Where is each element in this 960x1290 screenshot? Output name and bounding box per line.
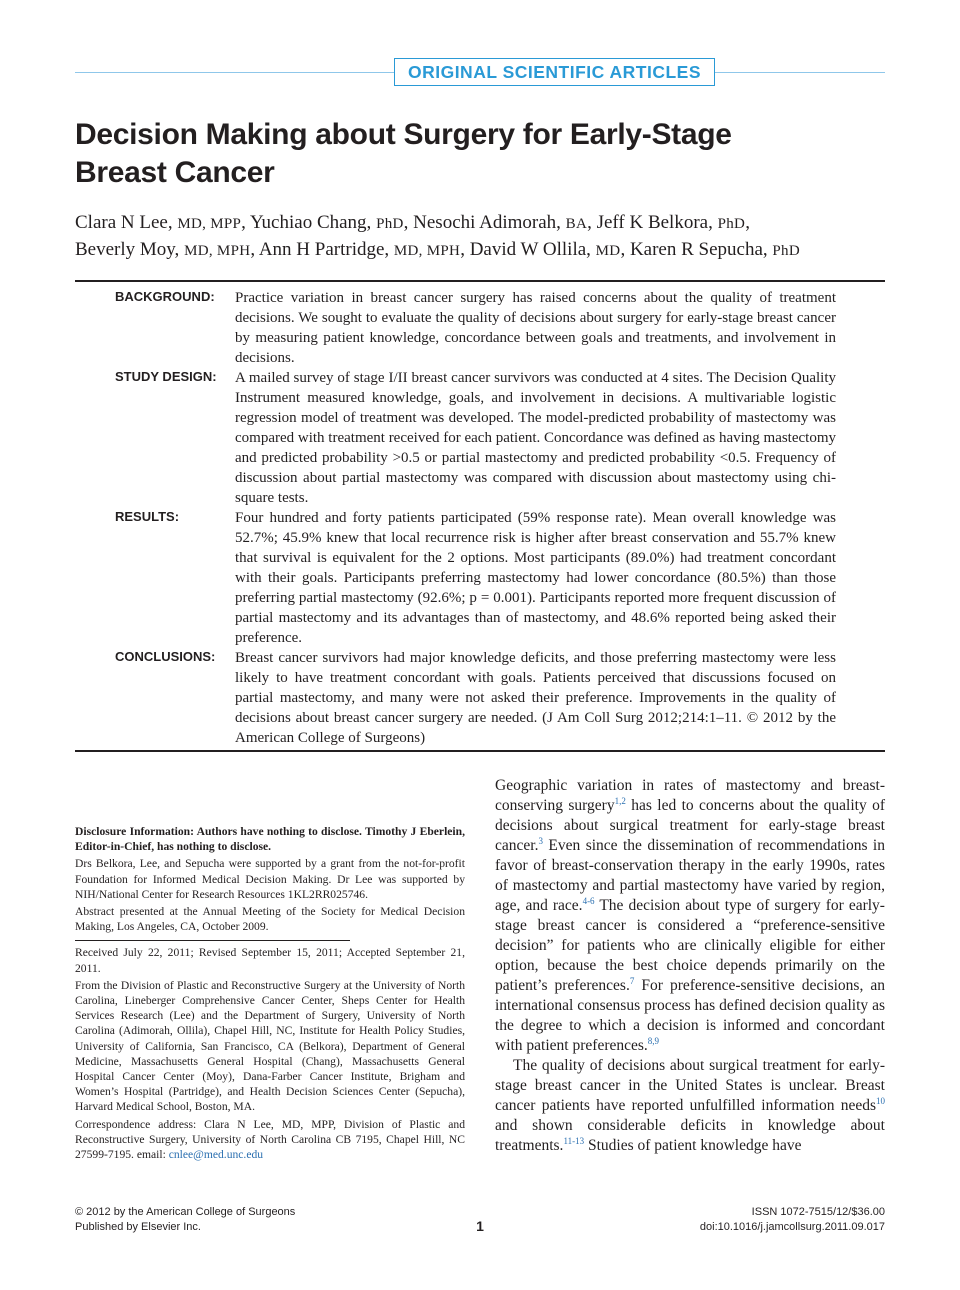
author-name: Clara N Lee, (75, 212, 173, 233)
footer-right (700, 1205, 885, 1235)
body-paragraph-1 (495, 776, 885, 1056)
article-title (75, 116, 875, 192)
author-name: Yuchiao Chang, (249, 212, 372, 233)
author-line-2: Beverly Moy, MD, MPH, Ann H Partridge, MD, MPH, David W Ollila, MD, Karen R Sepucha, PhD (75, 239, 800, 260)
author-degree: MD, MPH (393, 243, 461, 259)
abstract-text: Breast cancer survivors had major knowledge deficits, and those preferring mastectomy were less likely to have treatment concordant with goals. Patients perceived that discussions focused on partial mastectomy, and many were not asked their preference. Improvements in the quality of decisions about breast cancer surgery are needed. (J Am Coll Surg 2012;214:1–11. © 2012 by the American College of Surgeons) (235, 650, 836, 746)
citation-ref[interactable]: 8,9 (647, 1035, 660, 1046)
received-dates: Received July 22, 2011; Revised September 15, 2011; Accepted September 21, 2011. (75, 946, 465, 975)
publisher: Published by Elsevier Inc. (75, 1221, 201, 1233)
copyright: © 2012 by the American College of Surgeons (75, 1206, 296, 1218)
correspondence: Correspondence address: Clara N Lee, MD, MPP, Division of Plastic and Reconstructive Surgery, University of North Carolina CB 7195, Chapel Hill, NC 27599-7195. email: cnlee@med.unc.edu (75, 1117, 465, 1162)
title-line-2: Breast Cancer (75, 156, 275, 189)
abstract-heading: RESULTS: (115, 509, 180, 524)
body-text: has led to concerns about the quality of decisions about surgical treatment for early-stage breast cancer. (495, 797, 885, 854)
author-degree: MD (595, 243, 621, 259)
body-text: The decision about type of surgery for early-stage breast cancer is considered a “preference-sensitive decision” for patients who are clinically eligible for either option, because the best choice depends primarily on the patient’s preferences. (495, 897, 885, 994)
body-text: Geographic variation in rates of mastectomy and breast-conserving surgery (495, 777, 885, 814)
body-text: Even since the dissemination of recommendations in favor of breast-conservation therapy in the early 1990s, rates of mastectomy and partial mastectomy have varied by region, age, and race. (495, 837, 885, 914)
body-text: Studies of patient knowledge have (584, 1137, 802, 1154)
author-name: Karen R Sepucha, (629, 239, 768, 260)
citation-ref[interactable]: 3 (538, 835, 543, 846)
abstract-heading: STUDY DESIGN: (115, 369, 217, 384)
body-text: and shown considerable deficits in knowledge about treatments. (495, 1117, 885, 1154)
abstract-text: A mailed survey of stage I/II breast cancer survivors was conducted at 4 sites. The Decision Quality Instrument measured knowledge, goals, and involvement in decisions. A multivariable logistic regression model of treatment was developed. The model-predicted probability of mastectomy was compared with treatment received for each patient. Concordance was defined as having mastectomy and predicted probability >0.5 or partial mastectomy and predicted probability <0.5. Frequency of discussion about partial mastectomy was compared with discussion about mastectomy using chi-square tests. (235, 370, 837, 506)
article-body (495, 776, 885, 1156)
section-header (75, 58, 885, 86)
citation-ref[interactable]: 1,2 (614, 795, 626, 806)
author-name: Beverly Moy, (75, 239, 180, 260)
author-degree: MD, MPP (177, 216, 242, 232)
citation-ref[interactable]: 4-6 (582, 895, 595, 906)
affiliations: From the Division of Plastic and Reconstructive Surgery at the University of North Carolina, Lineberger Comprehensive Cancer Center, Sheps Center for Health Services Research (Lee) and the Department of Surgery, University of North Carolina (Adimorah, Ollila), Chapel Hill, NC, Institute for Health Policy Studies, University of California, San Francisco, CA (Belkora), Department of General Medicine, Massachusetts General Hospital (Chang), Massachusetts General Hospital Cancer Center (Moy), Dana-Farber Cancer Institute, Brigham and Women’s Hospital (Partridge), and Health Decision Sciences Center (Sepucha), Harvard Medical School, Boston, MA. (75, 978, 465, 1114)
body-paragraph-2 (495, 1056, 885, 1156)
author-degree: BA (565, 216, 588, 232)
page-number: 1 (476, 1218, 484, 1234)
author-list (75, 210, 885, 264)
author-name: Jeff K Belkora, (596, 212, 713, 233)
doi: doi:10.1016/j.jamcollsurg.2011.09.017 (699, 1221, 885, 1233)
author-name: Nesochi Adimorah, (413, 212, 561, 233)
abstract-text: Four hundred and forty patients participated (59% response rate). Mean overall knowledge was 52.7%; 45.9% knew that local recurrence risk is higher after breast conservation and 55.7% knew that survival is equivalent for the 2 options. Most participants (89.0%) had treatment concordant with their goals. Participants preferring mastectomy had lower concordance (80.5%) than those preferring partial mastectomy (92.6%; p = 0.001). Participants reported more frequent discussion of partial mastectomy and its advantages than of mastectomy, and 48.6% reported being asked their preference. (235, 510, 836, 646)
section-label-box (394, 58, 715, 86)
notes-divider (75, 940, 350, 941)
author-degree: PhD (717, 216, 746, 232)
citation-ref[interactable]: 10 (876, 1095, 885, 1106)
citation-ref[interactable]: 11-13 (563, 1135, 585, 1146)
presentation-note: Abstract presented at the Annual Meeting of the Society for Medical Decision Making, Los Angeles, CA, October 2009. (75, 905, 465, 934)
abstract (75, 280, 885, 752)
disclosure-note: Disclosure Information: Authors have nothing to disclose. Timothy J Eberlein, Editor-in-Chief, has nothing to disclose. (75, 825, 465, 854)
issn: ISSN 1072-7515/12/$36.00 (751, 1206, 885, 1218)
footer-left (75, 1205, 295, 1235)
email-link[interactable]: cnlee@med.unc.edu (168, 1148, 264, 1162)
author-name: David W Ollila, (469, 239, 591, 260)
funding-note: Drs Belkora, Lee, and Sepucha were supported by a grant from the not-for-profit Foundation for Informed Medical Decision Making. Dr Lee was supported by NIH/National Center for Research Resources 1KL2RR025746. (75, 857, 465, 901)
article-notes (75, 824, 465, 1164)
abstract-heading: CONCLUSIONS: (115, 649, 216, 664)
author-degree: PhD (772, 243, 800, 259)
author-degree: PhD (376, 216, 404, 232)
abstract-heading: BACKGROUND: (115, 289, 215, 304)
author-name: Ann H Partridge, (258, 239, 390, 260)
body-text: The quality of decisions about surgical treatment for early-stage breast cancer in the United States is unclear. Breast cancer patients have reported unfulfilled information needs (495, 1057, 885, 1114)
body-text: For preference-sensitive decisions, an international consensus process has defined decision quality as the degree to which a decision is informed and concordant with patient preferences. (495, 977, 885, 1054)
title-line-1: Decision Making about Surgery for Early-Stage (75, 118, 732, 151)
author-degree: MD, MPH (184, 243, 251, 259)
author-line-1: Clara N Lee, MD, MPP, Yuchiao Chang, PhD, Nesochi Adimorah, BA, Jeff K Belkora, PhD, (75, 212, 750, 233)
section-label: ORIGINAL SCIENTIFIC ARTICLES (407, 61, 702, 82)
abstract-text: Practice variation in breast cancer surgery has raised concerns about the quality of treatment decisions. We sought to evaluate the quality of decisions about surgery for early-stage breast cancer by measuring patient knowledge, concordance between goals and treatments, and involvement in decisions. (235, 290, 836, 366)
citation-ref[interactable]: 7 (629, 975, 635, 986)
